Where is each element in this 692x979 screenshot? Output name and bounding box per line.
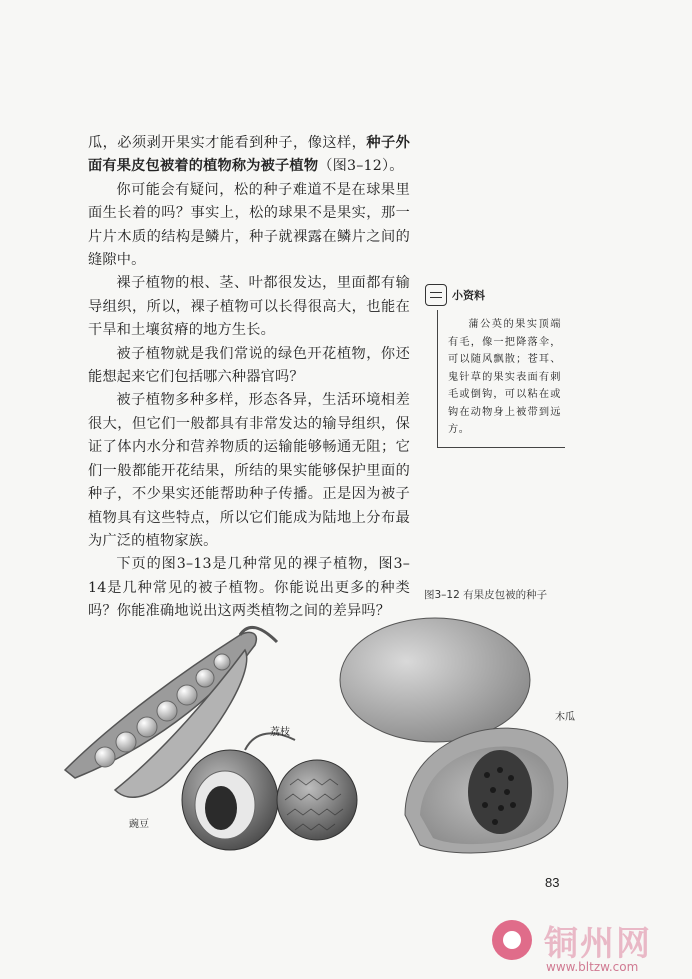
papaya-whole	[340, 618, 530, 742]
paragraph-6: 下页的图3–13是几种常见的裸子植物，图3–14是几种常见的被子植物。你能说出更多的种类吗？你能准确地说出这两类植物之间的差异吗？	[88, 556, 410, 620]
lychee	[182, 733, 357, 850]
page-number: 83	[545, 875, 560, 890]
paragraph-1: 瓜，必须剥开果实才能看到种子，像这样，种子外面有果皮包被着的植物称为被子植物（图3–12）。	[88, 135, 410, 175]
figure-caption: 图3–12 有果皮包被的种子	[424, 589, 548, 601]
paragraph-3: 裸子植物的根、茎、叶都很发达，里面都有输导组织，所以，裸子植物可以长得很高大，也能在干旱和土壤贫瘠的地方生长。	[88, 275, 410, 339]
paragraph-2: 你可能会有疑问，松的种子难道不是在球果里面生长着的吗？事实上，松的球果不是果实，那一片片木质的结构是鳞片，种子就裸露在鳞片之间的缝隙中。	[88, 181, 410, 269]
sidebar-box	[437, 310, 565, 448]
book-icon	[425, 284, 447, 306]
definition-highlight: 种子外面有果皮包被着的植物称为被子植物	[88, 135, 410, 175]
sidebar-header	[425, 282, 565, 308]
pea-label: 豌豆	[129, 819, 149, 830]
sidebar-body: 蒲公英的果实顶端有毛，像一把降落伞，可以随风飘散；苍耳、鬼针草的果实表面有刺毛或倒钩，可以粘在或钩在动物身上被带到远方。	[448, 319, 561, 435]
paragraph-5: 被子植物多种多样，形态各异，生活环境相差很大，但它们一般都具有非常发达的输导组织，保证了体内水分和营养物质的运输能够畅通无阻；它们一般都能开花结果，所结的果实能够保护里面的种子，不少果实还能帮助种子传播。正是因为被子植物具有这些特点，所以它们能成为陆地上分布最为广泛的植物家族。	[88, 392, 410, 549]
paragraph-4: 被子植物就是我们常说的绿色开花植物，你还能想起来它们包括哪六种器官吗？	[88, 345, 410, 386]
watermark-url: www.bltzw.com	[546, 960, 639, 974]
lychee-label: 荔枝	[270, 727, 290, 738]
site-watermark	[486, 916, 686, 976]
fruit-photo	[55, 610, 615, 860]
main-text	[88, 132, 410, 624]
watermark-logo-icon	[492, 920, 532, 960]
watermark-title: 铜州网	[544, 924, 652, 964]
papaya-half	[405, 728, 568, 853]
info-sidebar	[425, 282, 565, 448]
sidebar-title: 小资料	[452, 289, 485, 302]
papaya-label: 木瓜	[555, 712, 575, 723]
